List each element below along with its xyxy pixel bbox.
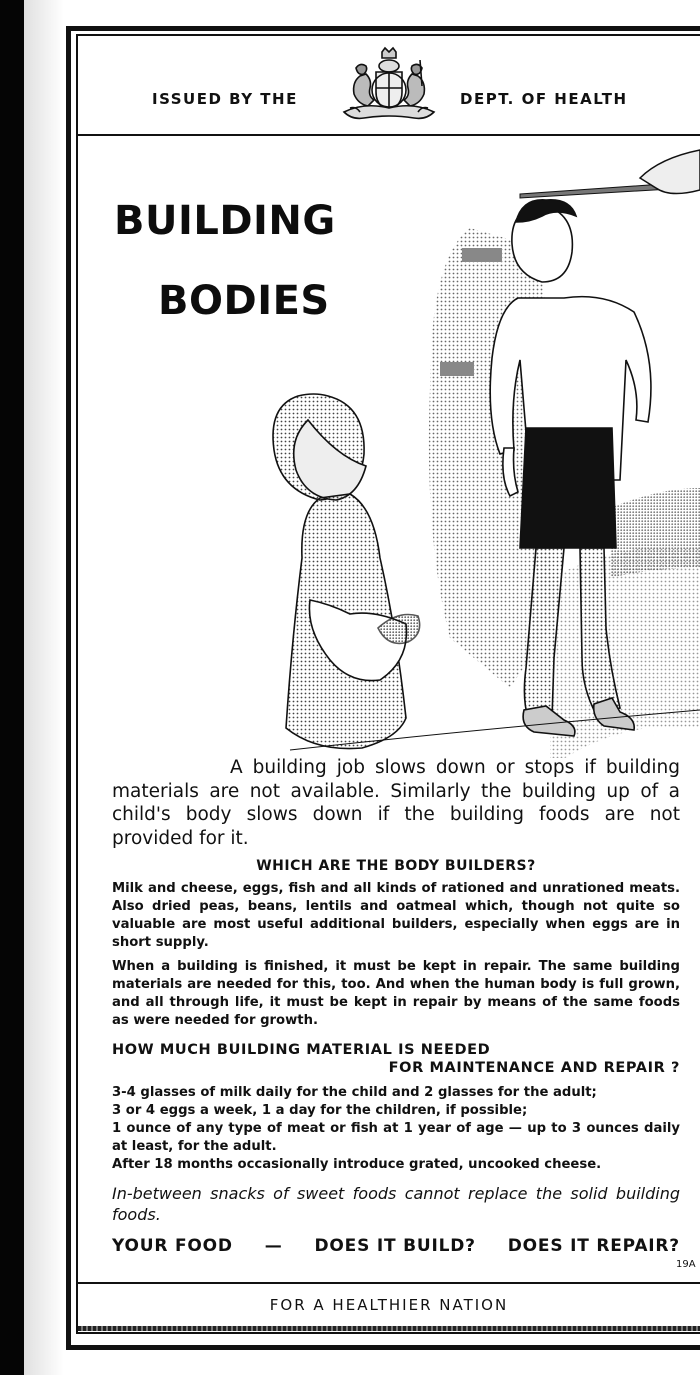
footer-border-strip: [78, 1326, 700, 1331]
children-measuring-height-illustration: [140, 148, 700, 758]
quantity-cheese: After 18 months occasionally introduce grated, uncooked cheese.: [112, 1157, 602, 1172]
height-mark-lower: [440, 362, 474, 376]
dept-of-health-label: DEPT. OF HEALTH: [460, 90, 628, 108]
scan-left-edge: [0, 0, 24, 1375]
height-mark-upper: [462, 248, 502, 262]
footer-divider: [78, 1282, 700, 1284]
quantity-milk: 3-4 glasses of milk daily for the child and 2 glasses for the adult;: [112, 1085, 597, 1100]
royal-coat-of-arms-icon: [330, 46, 448, 124]
intro-text: A building job slows down or stops if building materials are not available. Similarly the building up of a child's body slows down if the building foods are not provided for it.: [112, 757, 680, 849]
reference-code: 19A: [676, 1259, 696, 1270]
issued-by-label: ISSUED BY THE: [152, 90, 298, 108]
repair-paragraph: When a building is finished, it must be kept in repair. The same building materials are needed for this, too. And when the human body is full grown, and all through life, it must be kept in repair by means of the same foods as were needed for growth.: [112, 959, 680, 1028]
slogan-does-it-repair: DOES IT REPAIR?: [507, 1236, 680, 1256]
quantity-meat: 1 ounce of any type of meat or fish at 1 year of age — up to 3 ounces daily at least, for the adult.: [112, 1121, 680, 1154]
slogan-does-it-build: DOES IT BUILD?: [314, 1236, 476, 1256]
header-divider: [78, 134, 700, 136]
footer-slogan: FOR A HEALTHIER NATION: [269, 1296, 509, 1314]
slogan-dash: —: [264, 1236, 283, 1256]
quantities-list: [112, 1084, 680, 1174]
slogan-your-food: YOUR FOOD: [112, 1236, 233, 1256]
question-body-builders: WHICH ARE THE BODY BUILDERS?: [256, 858, 536, 874]
body-builders-paragraph: Milk and cheese, eggs, fish and all kinds of rationed and unrationed meats. Also dried peas, beans, lentils and oatmeal which, though not quite so valuable are most useful additional builders, especially when eggs are in short supply.: [112, 881, 680, 950]
intro-paragraph: [112, 756, 680, 850]
question-how-much-line1: HOW MUCH BUILDING MATERIAL IS NEEDED: [112, 1042, 491, 1058]
slogan-line: [112, 1236, 680, 1256]
headline-building: BUILDING: [114, 198, 336, 244]
question-how-much-line2: FOR MAINTENANCE AND REPAIR ?: [388, 1060, 680, 1076]
snacks-note: In-between snacks of sweet foods cannot replace the solid building foods.: [112, 1184, 680, 1224]
headline-bodies: BODIES: [158, 278, 330, 324]
quantity-eggs: 3 or 4 eggs a week, 1 a day for the children, if possible;: [112, 1103, 528, 1118]
scan-left-shadow: [24, 0, 64, 1375]
